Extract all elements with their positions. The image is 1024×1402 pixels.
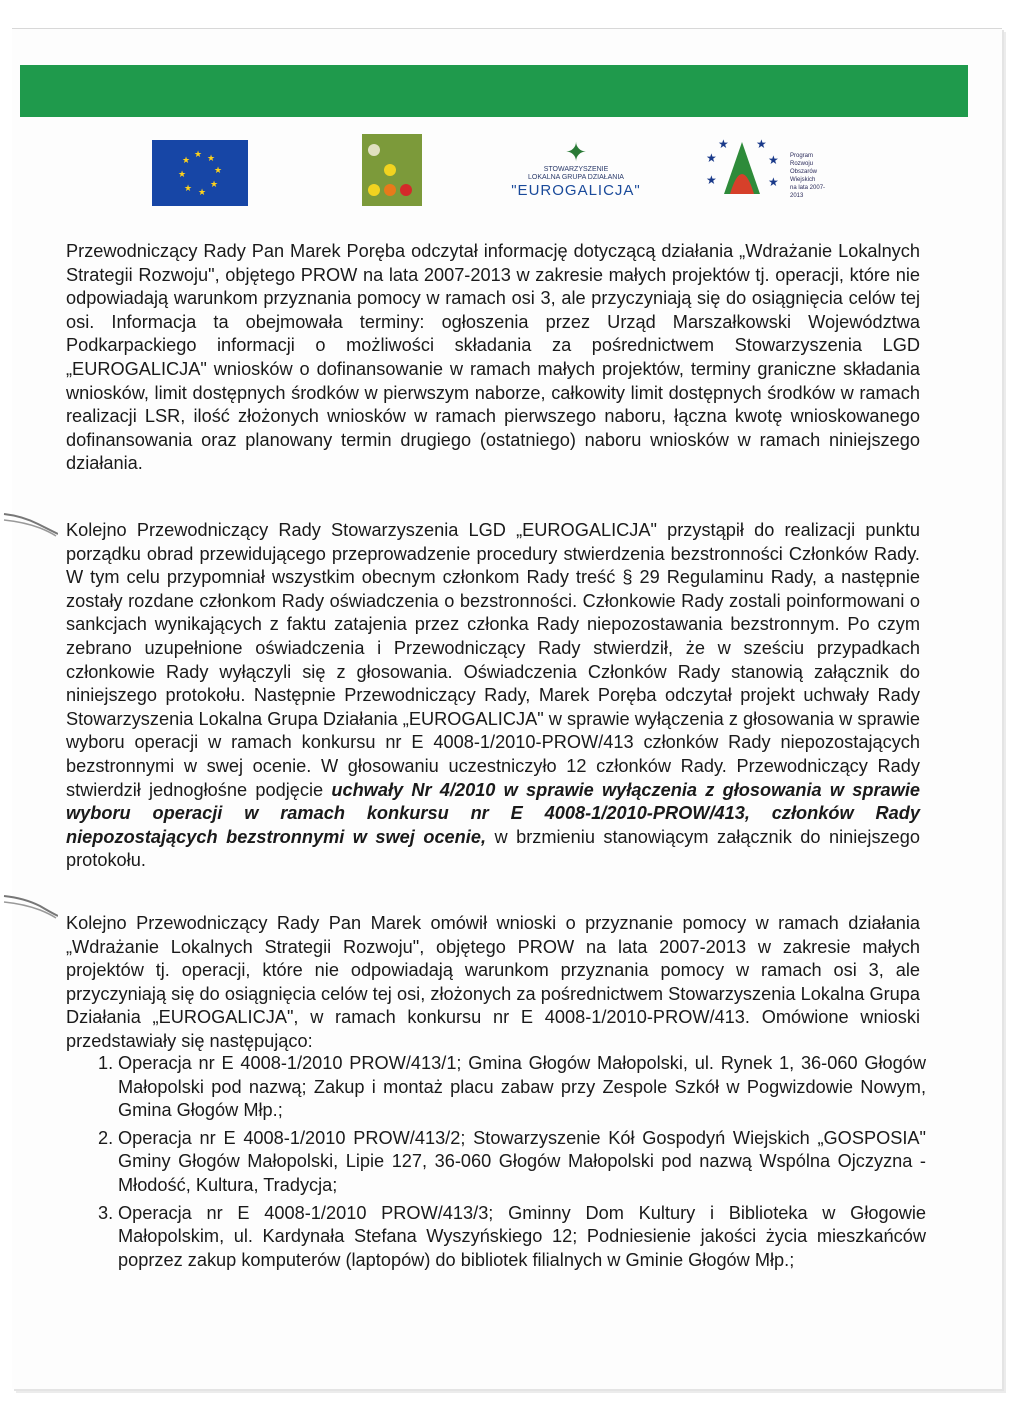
eu-flag-icon: ★ ★ ★ ★ ★ ★ ★ ★ bbox=[152, 140, 248, 206]
svg-text:★: ★ bbox=[718, 137, 729, 151]
eurogalicja-line1: STOWARZYSZENIE bbox=[543, 166, 609, 173]
paragraph-1-text: Przewodniczący Rady Pan Marek Poręba odczytał informację dotyczącą działania „Wdrażanie Lokalnych Strategii Rozwoju", objętego PROW na lata 2007-2013 w zakresie małych projektów tj. operacji, które nie odpowiadają warunkom przyznania pomocy w ramach osi 3, ale przyczyniają się do osiągnięcia celów tej osi. Informacja ta obejmowała terminy: ogłoszenia przez Urząd Marszałkowski Województwa Podkarpackiego informacji o możliwości składania za pośrednictwem Stowarzyszenia LGD „EUROGALICJA" wniosków o dofinansowanie w ramach małych projektów, terminy graniczne składania wniosków, limit dostępnych środków w pierwszym naborze, całkowity limit dostępnych środków w ramach realizacji LSR, ilość złożonych wniosków w ramach pierwszego naboru, łączna kwotę wnioskowanego dofinansowania oraz planowany termin drugiego (ostatniego) naboru wniosków w ramach niniejszego działania. bbox=[66, 241, 920, 474]
logo-row bbox=[0, 130, 1024, 230]
svg-text:★: ★ bbox=[768, 153, 779, 167]
eurogalicja-logo bbox=[500, 130, 652, 222]
paragraph-3-text: Kolejno Przewodniczący Rady Pan Marek omówił wnioski o przyznanie pomocy w ramach działania „Wdrażanie Lokalnych Strategii Rozwoju", objętego PROW na lata 2007-2013 w zakresie małych projektów tj. operacji, które nie odpowiadają warunkom przyznania pomocy w ramach osi 3, ale przyczyniają się do osiągnięcia celów tej osi, złożonych za pośrednictwem Stowarzyszenia Lokalna Grupa Działania „EUROGALICJA", w ramach konkursu nr E 4008-1/2010-PROW/413. Omówione wnioski przedstawiały się następująco: bbox=[66, 913, 920, 1051]
eurogalicja-line2: LOKALNA GRUPA DZIAŁANIA bbox=[528, 174, 624, 181]
svg-text:★: ★ bbox=[768, 175, 779, 189]
prow-text bbox=[790, 152, 830, 200]
prow-line: na lata 2007-2013 bbox=[790, 185, 826, 199]
paragraph-2-start: Kolejno Przewodniczący Rady Stowarzyszenia LGD „EUROGALICJA" przystąpił do realizacji punktu porządku obrad przewidującego przeprowadzenie procedury stwierdzenia bezstronności Członków Rady. W tym celu przypomniał wszystkim obecnym członkom Rady treść § 29 Regulaminu Rady, a następnie zostały rozdane członkom Rady oświadczenia o bezstronności. Członkowie Rady zostali poinformowani o sankcjach wynikających z faktu zatajenia przez członka Rady niepozostawania bezstronnym. Po czym zebrano uzupełnione oświadczenia i Przewodniczący Rady stwierdził, że w sześciu przypadkach członkowie Rady wyłączyli się z głosowania. Oświadczenia Członków Rady stanowią załącznik do niniejszego protokołu. Następnie Przewodniczący Rady, Marek Poręba odczytał projekt uchwały Rady Stowarzyszenia Lokalna Grupa Działania „EUROGALICJA" w sprawie wyłączenia z głosowania w sprawie wyboru operacji w ramach konkursu nr E 4008-1/2010-PROW/413 członków Rady niepozostających bezstronnymi w swej ocenie. W głosowaniu uczestniczyło 12 członków Rady. Przewodniczący Rady stwierdził jednogłośne podjęcie bbox=[66, 520, 920, 800]
svg-text:★: ★ bbox=[706, 151, 717, 165]
paragraph-2 bbox=[66, 519, 920, 873]
list-item-text: Operacja nr E 4008-1/2010 PROW/413/1; Gmina Głogów Małopolski, ul. Rynek 1, 36-060 Głogów Małopolski pod nazwą; Zakup i montaż placu zabaw przy Zespole Szkół w Pogwizdowie Nowym, Gmina Głogów Młp.; bbox=[118, 1053, 926, 1121]
svg-text:★: ★ bbox=[756, 137, 767, 151]
paragraph-2-end: w brzmieniu stanowiącym załącznik do niniejszego protokołu. bbox=[66, 826, 920, 871]
svg-text:★: ★ bbox=[706, 173, 717, 187]
list-item bbox=[66, 1052, 926, 1123]
resolution-title: uchwały Nr 4/2010 w sprawie wyłączenia z głosowania w sprawie wyboru operacji w ramach konkursu nr E 4008-1/2010-PROW/413, członków Rady niepozostających bezstronnymi w swej ocenie, bbox=[66, 779, 920, 847]
paragraph-2-text bbox=[66, 519, 920, 873]
list-item-text: Operacja nr E 4008-1/2010 PROW/413/3; Gminny Dom Kultury i Biblioteka w Głogowie Małopolskim, ul. Kardynała Stefana Wyszyńskiego 12; Podniesienie jakości życia mieszkańców poprzez zakup komputerów (laptopów) do bibliotek filialnych w Gminie Głogów Młp.; bbox=[118, 1202, 926, 1270]
paragraph-3 bbox=[66, 912, 920, 1054]
list-item bbox=[66, 1127, 926, 1198]
eurogalicja-figure-icon: ✦ bbox=[565, 137, 587, 167]
prow-line: Program bbox=[790, 153, 814, 159]
header-green-bar bbox=[20, 65, 968, 117]
prow-line: Rozwoju bbox=[790, 161, 814, 167]
prow-logo bbox=[700, 134, 830, 210]
list-item bbox=[66, 1202, 926, 1273]
prow-stars-icon bbox=[700, 134, 784, 210]
eurogalicja-name: "EUROGALICJA" bbox=[511, 182, 641, 199]
prow-line: Wiejskich bbox=[790, 177, 816, 183]
list-item-number: 3. bbox=[98, 1202, 114, 1223]
paragraph-1 bbox=[66, 240, 920, 476]
list-item-number: 1. bbox=[98, 1053, 114, 1073]
staple-thread-icon bbox=[2, 890, 58, 924]
list-item-number: 2. bbox=[98, 1127, 114, 1148]
operations-list bbox=[66, 1052, 926, 1276]
list-item-text: Operacja nr E 4008-1/2010 PROW/413/2; Stowarzyszenie Kół Gospodyń Wiejskich „GOSPOSIA" Gminy Głogów Małopolski, Lipie 127, 36-060 Głogów Małopolski pod nazwą Wspólna Ojczyzna - Młodość, Kultura, Tradycja; bbox=[118, 1127, 926, 1195]
leader-icon bbox=[362, 134, 422, 206]
prow-line: Obszarów bbox=[790, 169, 818, 175]
staple-thread-icon bbox=[2, 506, 58, 540]
